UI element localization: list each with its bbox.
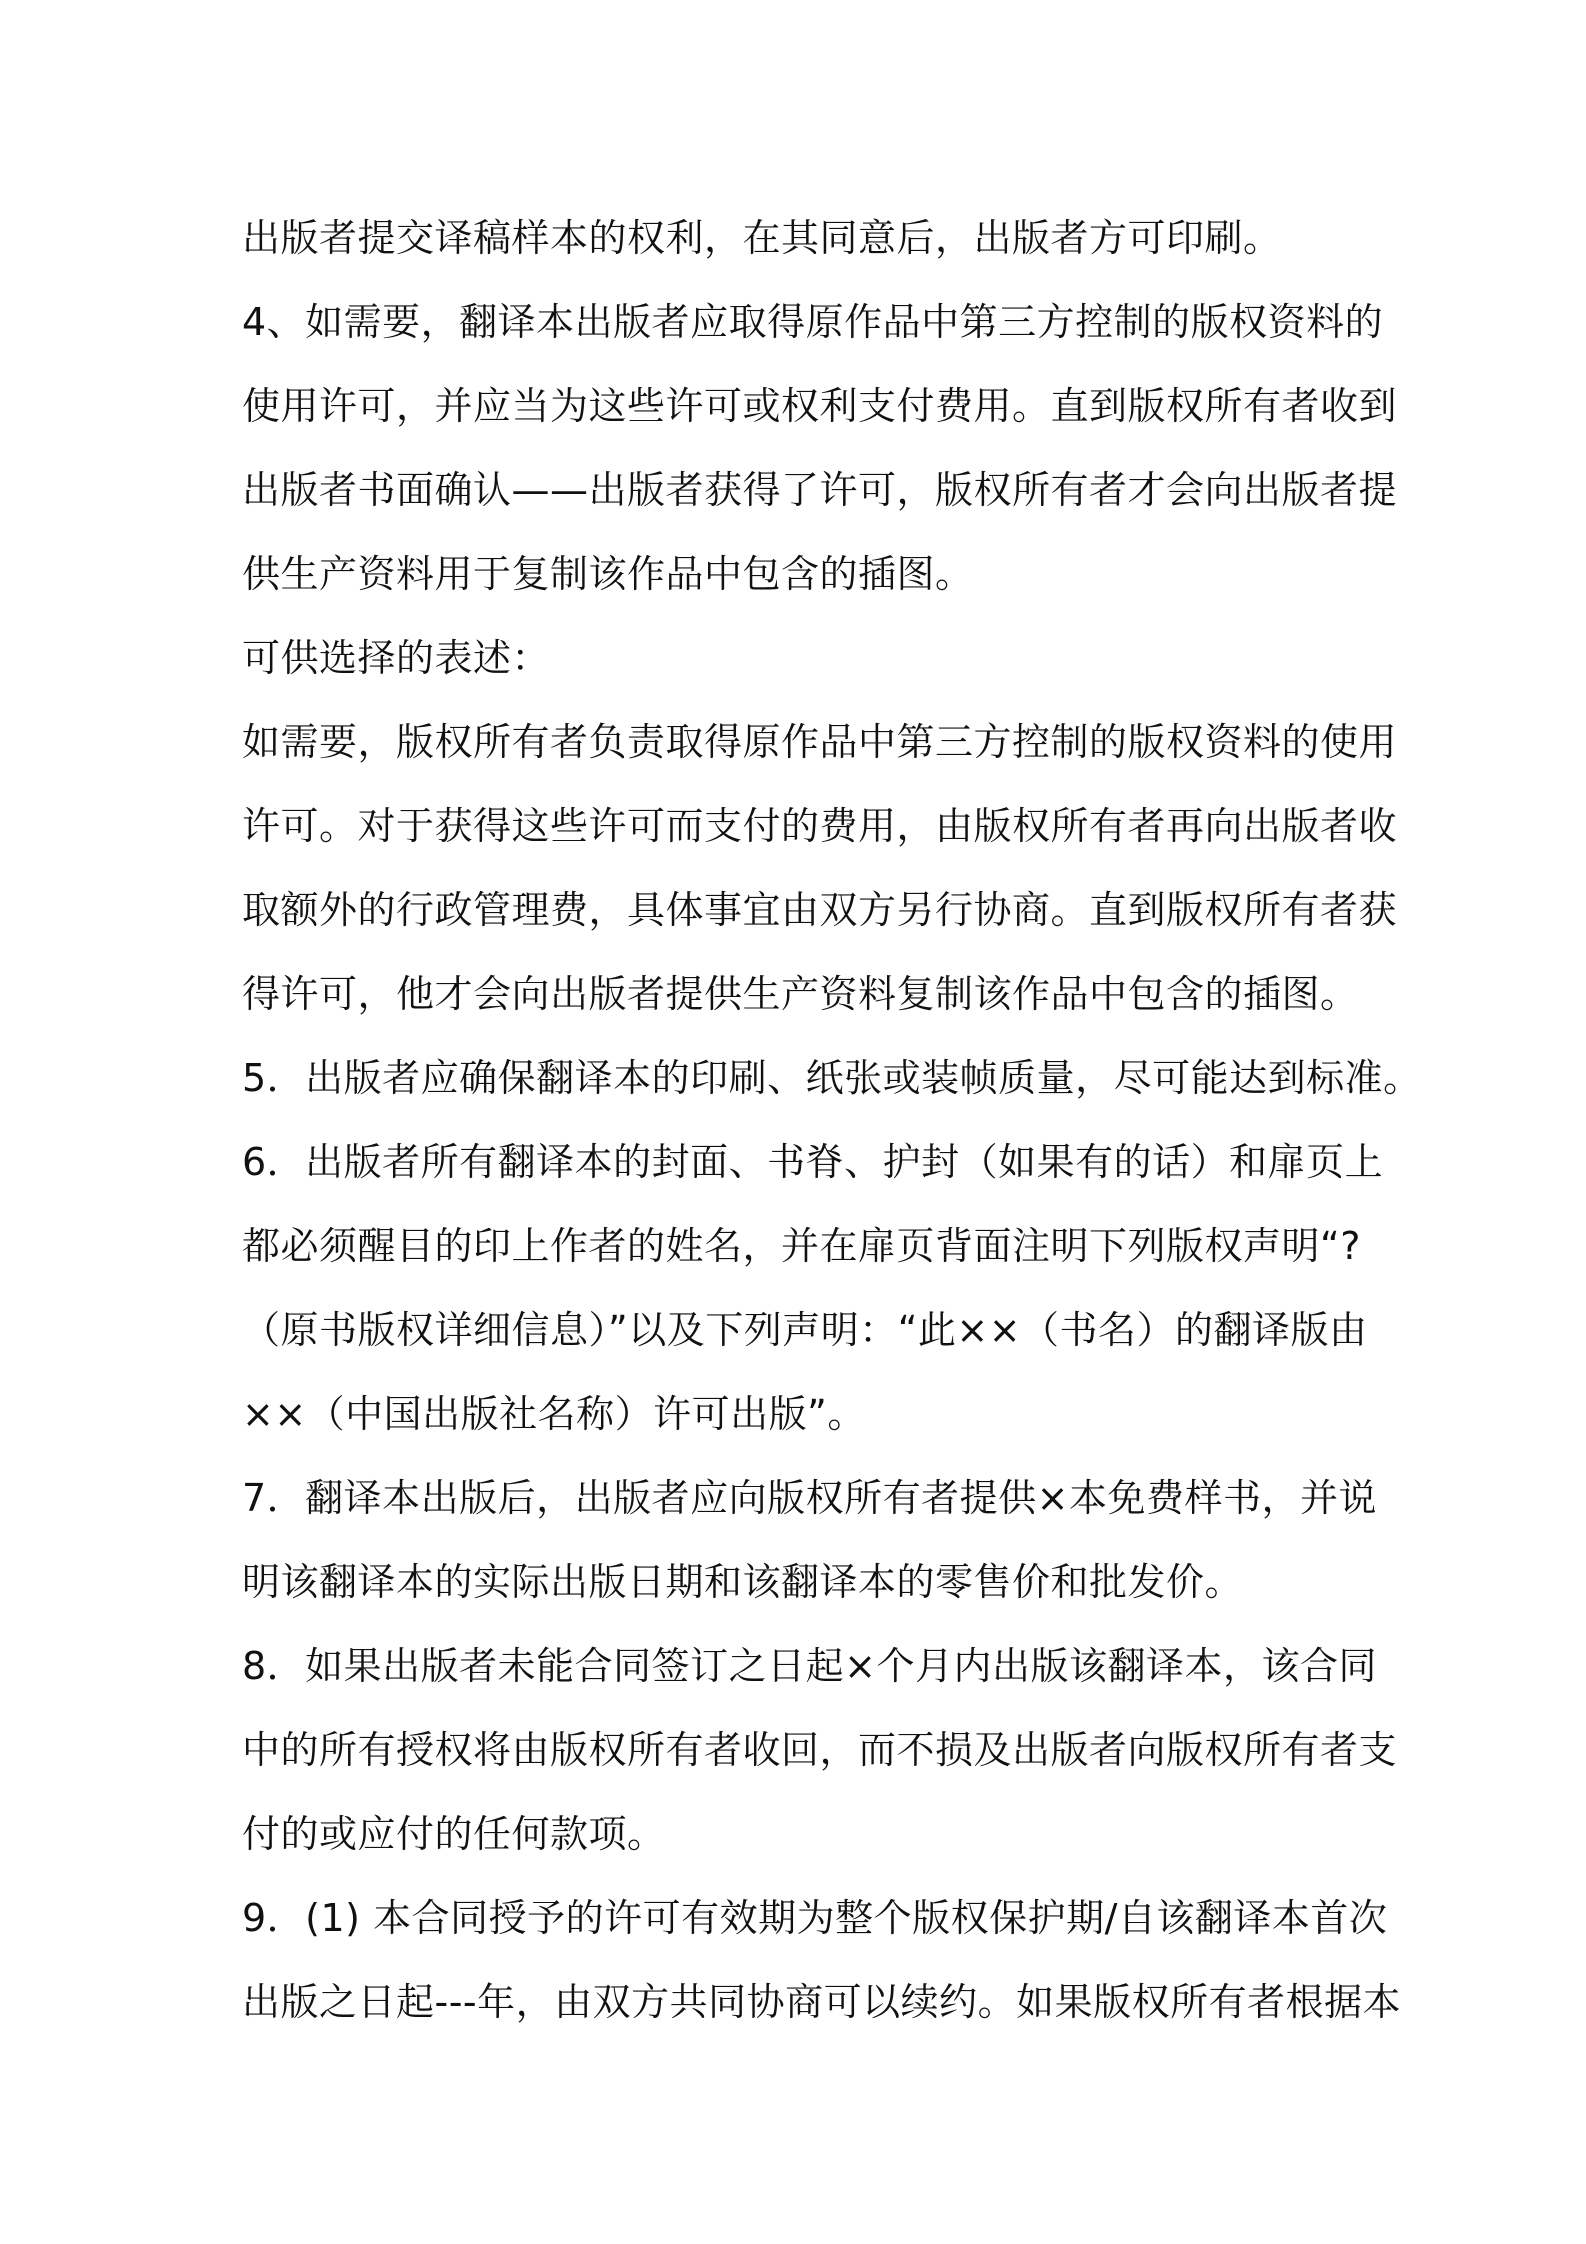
text-line: 如需要，版权所有者负责取得原作品中第三方控制的版权资料的使用 — [242, 720, 1398, 764]
text-line: 6．出版者所有翻译本的封面、书脊、护封（如果有的话）和扉页上 — [242, 1140, 1384, 1184]
text-line: 得许可，他才会向出版者提供生产资料复制该作品中包含的插图。 — [242, 972, 1359, 1016]
document-body — [242, 196, 1422, 2044]
text-line: 使用许可，并应当为这些许可或权利支付费用。直到版权所有者收到 — [242, 384, 1398, 428]
text-line: 出版者提交译稿样本的权利，在其同意后，出版者方可印刷。 — [242, 216, 1282, 260]
text-line: 中的所有授权将由版权所有者收回，而不损及出版者向版权所有者支 — [242, 1728, 1398, 1772]
text-line: （原书版权详细信息）”以及下列声明：“此××（书名）的翻译版由 — [242, 1308, 1368, 1352]
text-line: 7．翻译本出版后，出版者应向版权所有者提供×本免费样书，并说 — [242, 1476, 1378, 1520]
text-line: ××（中国出版社名称）许可出版”。 — [242, 1392, 866, 1436]
text-line: 付的或应付的任何款项。 — [242, 1812, 666, 1856]
text-line: 明该翻译本的实际出版日期和该翻译本的零售价和批发价。 — [242, 1560, 1244, 1604]
text-line: 5．出版者应确保翻译本的印刷、纸张或装帧质量，尽可能达到标准。 — [242, 1056, 1422, 1100]
text-line: 可供选择的表述： — [242, 636, 551, 680]
text-line: 供生产资料用于复制该作品中包含的插图。 — [242, 552, 974, 596]
text-line: 出版者书面确认——出版者获得了许可，版权所有者才会向出版者提 — [242, 468, 1398, 512]
text-line: 4、如需要，翻译本出版者应取得原作品中第三方控制的版权资料的 — [242, 300, 1384, 344]
text-line: 许可。对于获得这些许可而支付的费用，由版权所有者再向出版者收 — [242, 804, 1398, 848]
text-line: 9．(1) 本合同授予的许可有效期为整个版权保护期/自该翻译本首次 — [242, 1896, 1388, 1940]
text-line: 取额外的行政管理费，具体事宜由双方另行协商。直到版权所有者获 — [242, 888, 1398, 932]
text-line: 8．如果出版者未能合同签订之日起×个月内出版该翻译本，该合同 — [242, 1644, 1378, 1688]
text-line: 出版之日起---年，由双方共同协商可以续约。如果版权所有者根据本 — [242, 1980, 1402, 2024]
text-line: 都必须醒目的印上作者的姓名，并在扉页背面注明下列版权声明“? — [242, 1224, 1361, 1268]
